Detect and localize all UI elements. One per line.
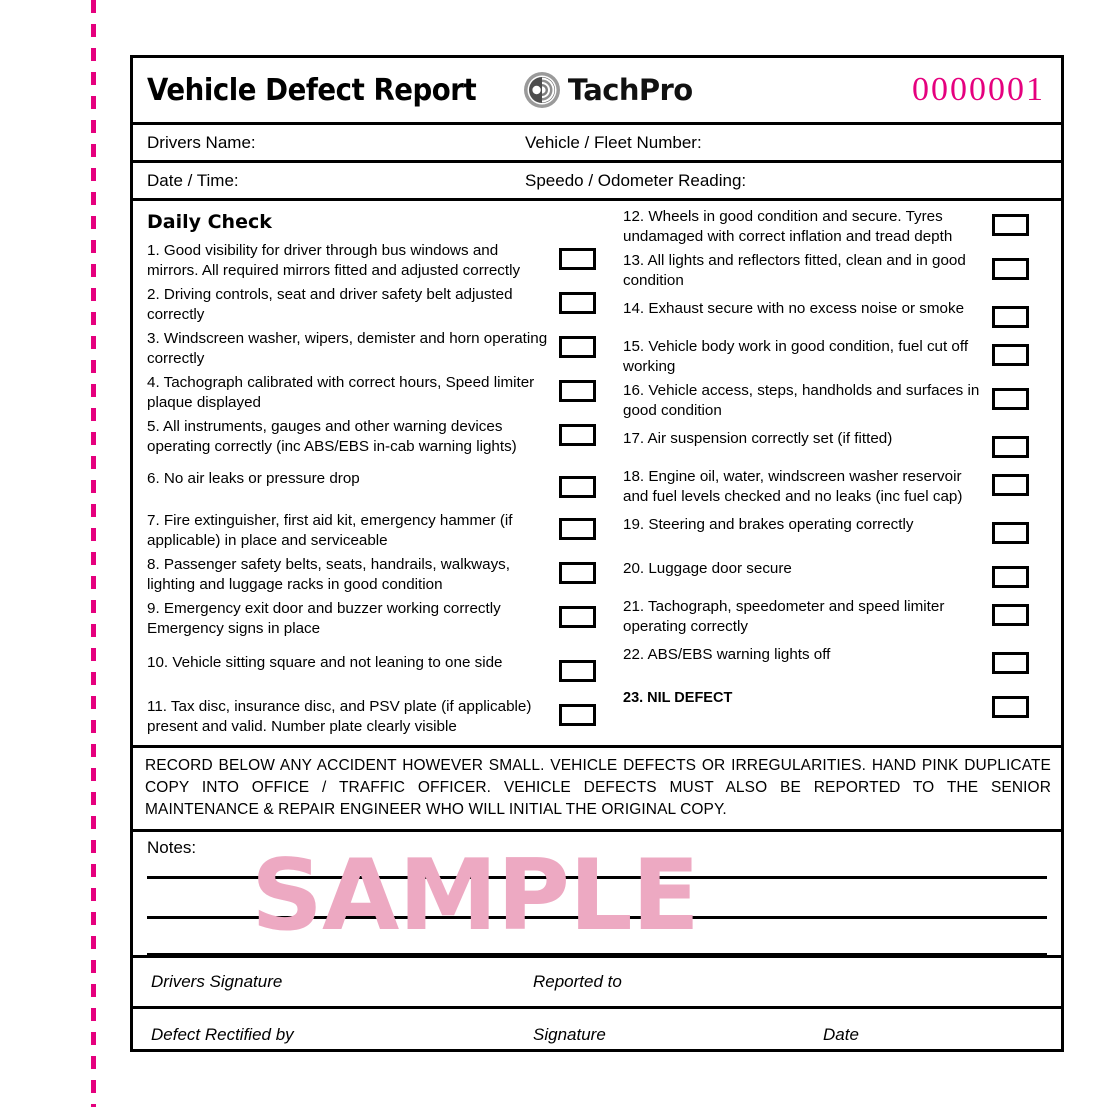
sample-watermark: SAMPLE — [251, 839, 699, 953]
vehicle-defect-report-form — [130, 55, 1064, 1052]
checklist-item-label: 1. Good visibility for driver through bus windows and mirrors. All required mirrors fitted and adjusted correctly — [147, 242, 521, 279]
checkbox-item-6[interactable] — [559, 476, 596, 498]
checkbox-item-4[interactable] — [559, 380, 596, 402]
record-notice-text: RECORD BELOW ANY ACCIDENT HOWEVER SMALL. VEHICLE DEFECTS OR IRREGULARITIES. HAND PINK DUPLICATE COPY INTO OFFICE / TRAFFIC OFFICER. VEHICLE DEFECTS MUST ALSO BE REPORTED TO THE SENIOR MAINTENANCE & REPAIR ENGINEER WHO WILL INITIAL THE ORIGINAL COPY. — [133, 748, 1061, 832]
checkbox-item-2[interactable] — [559, 292, 596, 314]
checklist-item-label: 2. Driving controls, seat and driver safety belt adjusted correctly — [147, 286, 513, 323]
checkbox-item-10[interactable] — [559, 660, 596, 682]
checklist-item-label: 18. Engine oil, water, windscreen washer reservoir and fuel levels checked and no leaks (inc fuel cap) — [623, 468, 963, 505]
checklist-item-label: 19. Steering and brakes operating correctly — [623, 516, 914, 533]
reported-to-label: Reported to — [533, 972, 622, 991]
checklist-item-label: 5. All instruments, gauges and other warning devices operating correctly (inc ABS/EBS in-cab warning lights) — [147, 418, 517, 455]
checklist-item-label: 14. Exhaust secure with no excess noise or smoke — [623, 300, 965, 317]
notes-line-3 — [147, 953, 1047, 956]
checklist-item-17 — [613, 429, 1061, 458]
checklist-item-label: 7. Fire extinguisher, first aid kit, emergency hammer (if applicable) in place and serviceable — [147, 512, 513, 549]
page-title: Vehicle Defect Report — [147, 72, 477, 108]
checkbox-item-22[interactable] — [992, 652, 1029, 674]
checklist-item-label: 4. Tachograph calibrated with correct hours, Speed limiter plaque displayed — [147, 374, 535, 411]
checklist-item-18 — [613, 467, 1061, 506]
checkbox-item-21[interactable] — [992, 604, 1029, 626]
checkbox-item-15[interactable] — [992, 344, 1029, 366]
checklist-item-12 — [613, 207, 1061, 246]
checklist-item-16 — [613, 381, 1061, 420]
checklist-item-11 — [133, 697, 613, 736]
checklist-item-label: 11. Tax disc, insurance disc, and PSV plate (if applicable) present and valid. Number plate clearly visible — [147, 698, 532, 735]
checkbox-item-12[interactable] — [992, 214, 1029, 236]
checkbox-item-7[interactable] — [559, 518, 596, 540]
date-time-label: Date / Time: — [147, 170, 239, 190]
signal-waves-icon — [523, 71, 561, 109]
checklist-item-23 — [613, 689, 1061, 718]
checklist-item-label: 9. Emergency exit door and buzzer working correctly Emergency signs in place — [147, 600, 501, 637]
checkbox-item-23[interactable] — [992, 696, 1029, 718]
checklist-item-label: 23. NIL DEFECT — [623, 690, 733, 706]
checklist-item-label: 3. Windscreen washer, wipers, demister and horn operating correctly — [147, 330, 548, 367]
serial-number: 0000001 — [912, 71, 1045, 108]
checklist-item-1 — [133, 241, 613, 280]
checklist-item-label: 8. Passenger safety belts, seats, handrails, walkways, lighting and luggage racks in good condition — [147, 556, 510, 593]
checklist-item-label: 20. Luggage door secure — [623, 560, 792, 577]
checklist-item-label: 17. Air suspension correctly set (if fitted) — [623, 430, 893, 447]
checklist-item-15 — [613, 337, 1061, 376]
checklist-item-13 — [613, 251, 1061, 290]
checklist-item-19 — [613, 515, 1061, 544]
checklist-right-column — [613, 201, 1061, 745]
checkbox-item-19[interactable] — [992, 522, 1029, 544]
checklist-item-label: 10. Vehicle sitting square and not leaning to one side — [147, 654, 503, 671]
checklist-item-label: 12. Wheels in good condition and secure. Tyres undamaged with correct inflation and tread depth — [623, 208, 953, 245]
checklist-item-label: 21. Tachograph, speedometer and speed limiter operating correctly — [623, 598, 945, 635]
checkbox-item-20[interactable] — [992, 566, 1029, 588]
drivers-name-row — [133, 125, 1061, 163]
checkbox-item-13[interactable] — [992, 258, 1029, 280]
date-time-row — [133, 163, 1061, 201]
notes-label: Notes: — [147, 838, 197, 857]
checklist-item-label: 13. All lights and reflectors fitted, clean and in good condition — [623, 252, 966, 289]
signature-label: Signature — [533, 1024, 606, 1044]
checkbox-item-17[interactable] — [992, 436, 1029, 458]
checklist-body — [133, 201, 1061, 748]
odometer-reading-label: Speedo / Odometer Reading: — [525, 170, 747, 190]
notes-line-2 — [147, 916, 1047, 919]
checkbox-item-8[interactable] — [559, 562, 596, 584]
drivers-signature-label: Drivers Signature — [151, 972, 283, 991]
form-header — [133, 58, 1061, 125]
checklist-item-4 — [133, 373, 613, 412]
checkbox-item-1[interactable] — [559, 248, 596, 270]
checklist-item-14 — [613, 299, 1061, 328]
checklist-item-6 — [133, 469, 613, 498]
checklist-item-label: 16. Vehicle access, steps, handholds and surfaces in good condition — [623, 382, 980, 419]
checkbox-item-3[interactable] — [559, 336, 596, 358]
checklist-item-5 — [133, 417, 613, 456]
checklist-item-21 — [613, 597, 1061, 636]
checkbox-item-14[interactable] — [992, 306, 1029, 328]
checkbox-item-18[interactable] — [992, 474, 1029, 496]
checklist-item-7 — [133, 511, 613, 550]
defect-rectified-by-label: Defect Rectified by — [151, 1024, 294, 1044]
checklist-item-label: 6. No air leaks or pressure drop — [147, 470, 360, 487]
checklist-item-20 — [613, 559, 1061, 588]
section-title-daily-check: Daily Check — [147, 211, 272, 233]
checklist-item-label: 15. Vehicle body work in good condition, fuel cut off working — [623, 338, 969, 375]
checkbox-item-9[interactable] — [559, 606, 596, 628]
drivers-name-label: Drivers Name: — [147, 132, 256, 152]
checklist-item-9 — [133, 599, 613, 638]
checklist-left-column — [133, 201, 613, 745]
vehicle-fleet-number-label: Vehicle / Fleet Number: — [525, 132, 702, 152]
notes-line-1 — [147, 876, 1047, 879]
notes-section — [133, 832, 1061, 958]
checkbox-item-5[interactable] — [559, 424, 596, 446]
checkbox-item-16[interactable] — [992, 388, 1029, 410]
defect-rectified-row — [133, 1009, 1061, 1060]
checklist-item-22 — [613, 645, 1061, 674]
checklist-item-8 — [133, 555, 613, 594]
checklist-item-10 — [133, 653, 613, 682]
checklist-item-3 — [133, 329, 613, 368]
checklist-item-2 — [133, 285, 613, 324]
drivers-signature-row — [133, 958, 1061, 1009]
checklist-item-label: 22. ABS/EBS warning lights off — [623, 646, 831, 663]
perforation-line — [91, 0, 96, 1107]
brand-name: TachPro — [567, 73, 693, 107]
date-label: Date — [823, 1024, 859, 1044]
checkbox-item-11[interactable] — [559, 704, 596, 726]
